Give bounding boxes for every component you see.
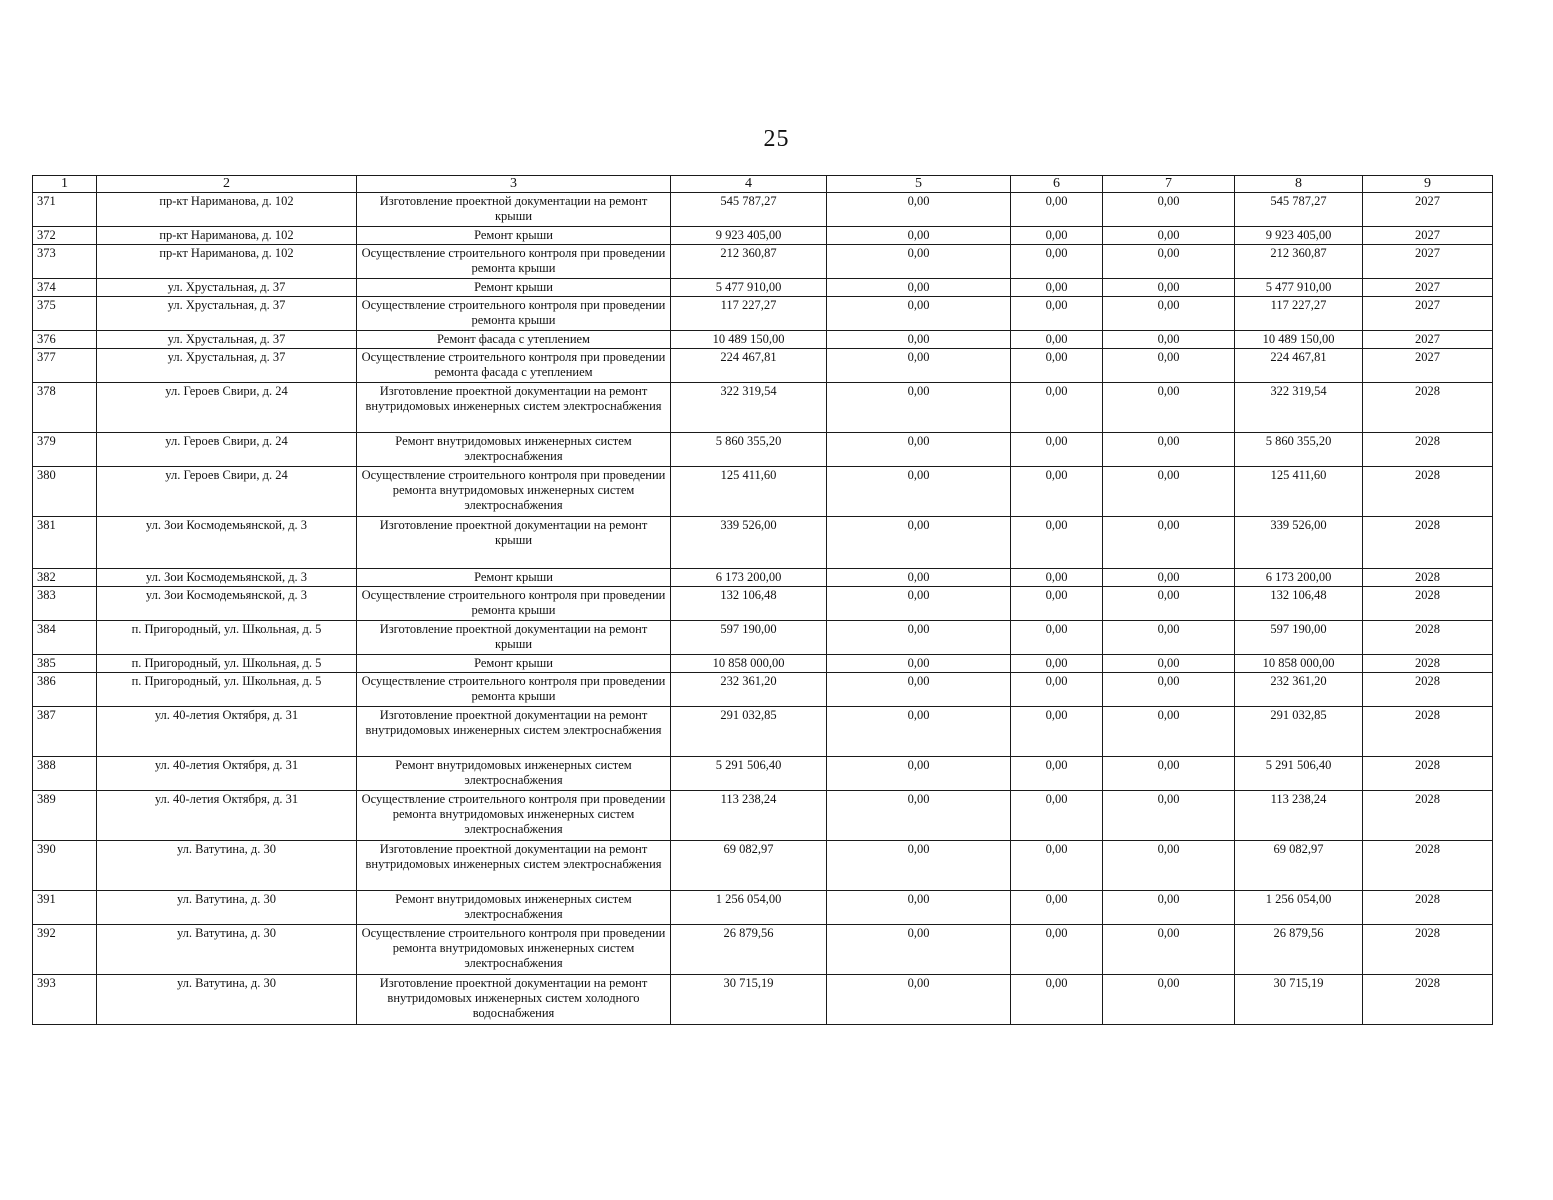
column-7-cell: 0,00 (1103, 569, 1235, 587)
address-cell: ул. Героев Свири, д. 24 (97, 433, 357, 467)
column-7-cell: 0,00 (1103, 517, 1235, 569)
address-cell: ул. Хрустальная, д. 37 (97, 297, 357, 331)
column-6-cell: 0,00 (1011, 193, 1103, 227)
row-number-cell: 391 (33, 891, 97, 925)
address-cell: ул. Ватутина, д. 30 (97, 841, 357, 891)
address-cell: ул. Зои Космодемьянской, д. 3 (97, 517, 357, 569)
address-cell: п. Пригородный, ул. Школьная, д. 5 (97, 655, 357, 673)
address-cell: п. Пригородный, ул. Школьная, д. 5 (97, 621, 357, 655)
row-number-cell: 375 (33, 297, 97, 331)
total-cost-cell: 132 106,48 (671, 587, 827, 621)
address-cell: ул. Ватутина, д. 30 (97, 975, 357, 1025)
column-header: 5 (827, 176, 1011, 193)
column-6-cell: 0,00 (1011, 621, 1103, 655)
column-6-cell: 0,00 (1011, 757, 1103, 791)
row-number-cell: 390 (33, 841, 97, 891)
year-cell: 2028 (1363, 925, 1493, 975)
total-cost-cell: 232 361,20 (671, 673, 827, 707)
total-cost-cell: 322 319,54 (671, 383, 827, 433)
year-cell: 2028 (1363, 655, 1493, 673)
year-cell: 2028 (1363, 517, 1493, 569)
column-5-cell: 0,00 (827, 673, 1011, 707)
table-row (33, 925, 1493, 975)
column-6-cell: 0,00 (1011, 569, 1103, 587)
column-6-cell: 0,00 (1011, 383, 1103, 433)
column-header: 1 (33, 176, 97, 193)
row-number-cell: 393 (33, 975, 97, 1025)
work-type-cell: Осуществление строительного контроля при проведении ремонта крыши (357, 245, 671, 279)
column-8-cell: 6 173 200,00 (1235, 569, 1363, 587)
table-row (33, 193, 1493, 227)
address-cell: ул. Хрустальная, д. 37 (97, 331, 357, 349)
column-6-cell: 0,00 (1011, 587, 1103, 621)
row-number-cell: 374 (33, 279, 97, 297)
column-7-cell: 0,00 (1103, 279, 1235, 297)
year-cell: 2028 (1363, 841, 1493, 891)
table-row (33, 707, 1493, 757)
column-5-cell: 0,00 (827, 383, 1011, 433)
column-7-cell: 0,00 (1103, 227, 1235, 245)
column-7-cell: 0,00 (1103, 891, 1235, 925)
page-number: 25 (763, 126, 790, 152)
work-type-cell: Осуществление строительного контроля при проведении ремонта крыши (357, 297, 671, 331)
year-cell: 2028 (1363, 433, 1493, 467)
row-number-cell: 378 (33, 383, 97, 433)
column-6-cell: 0,00 (1011, 655, 1103, 673)
column-8-cell: 113 238,24 (1235, 791, 1363, 841)
column-8-cell: 26 879,56 (1235, 925, 1363, 975)
column-7-cell: 0,00 (1103, 383, 1235, 433)
column-5-cell: 0,00 (827, 245, 1011, 279)
year-cell: 2028 (1363, 757, 1493, 791)
column-7-cell: 0,00 (1103, 925, 1235, 975)
total-cost-cell: 545 787,27 (671, 193, 827, 227)
column-6-cell: 0,00 (1011, 707, 1103, 757)
total-cost-cell: 1 256 054,00 (671, 891, 827, 925)
total-cost-cell: 26 879,56 (671, 925, 827, 975)
table-row (33, 245, 1493, 279)
year-cell: 2027 (1363, 349, 1493, 383)
column-5-cell: 0,00 (827, 791, 1011, 841)
total-cost-cell: 10 858 000,00 (671, 655, 827, 673)
column-6-cell: 0,00 (1011, 331, 1103, 349)
column-header: 4 (671, 176, 827, 193)
column-5-cell: 0,00 (827, 707, 1011, 757)
column-5-cell: 0,00 (827, 433, 1011, 467)
column-8-cell: 232 361,20 (1235, 673, 1363, 707)
work-type-cell: Осуществление строительного контроля при проведении ремонта фасада с утеплением (357, 349, 671, 383)
column-7-cell: 0,00 (1103, 433, 1235, 467)
work-type-cell: Изготовление проектной документации на ремонт крыши (357, 517, 671, 569)
table-row (33, 757, 1493, 791)
table-row (33, 331, 1493, 349)
column-7-cell: 0,00 (1103, 841, 1235, 891)
address-cell: ул. Хрустальная, д. 37 (97, 349, 357, 383)
column-5-cell: 0,00 (827, 331, 1011, 349)
row-number-cell: 379 (33, 433, 97, 467)
row-number-cell: 385 (33, 655, 97, 673)
column-5-cell: 0,00 (827, 655, 1011, 673)
column-5-cell: 0,00 (827, 517, 1011, 569)
column-6-cell: 0,00 (1011, 467, 1103, 517)
column-7-cell: 0,00 (1103, 757, 1235, 791)
total-cost-cell: 5 477 910,00 (671, 279, 827, 297)
address-cell: ул. Героев Свири, д. 24 (97, 383, 357, 433)
table-row (33, 621, 1493, 655)
work-type-cell: Изготовление проектной документации на ремонт крыши (357, 621, 671, 655)
row-number-cell: 382 (33, 569, 97, 587)
row-number-cell: 383 (33, 587, 97, 621)
column-header: 8 (1235, 176, 1363, 193)
column-7-cell: 0,00 (1103, 587, 1235, 621)
column-5-cell: 0,00 (827, 227, 1011, 245)
column-6-cell: 0,00 (1011, 245, 1103, 279)
column-8-cell: 322 319,54 (1235, 383, 1363, 433)
column-5-cell: 0,00 (827, 925, 1011, 975)
work-type-cell: Ремонт крыши (357, 655, 671, 673)
table-row (33, 433, 1493, 467)
work-type-cell: Осуществление строительного контроля при проведении ремонта крыши (357, 673, 671, 707)
total-cost-cell: 212 360,87 (671, 245, 827, 279)
address-cell: п. Пригородный, ул. Школьная, д. 5 (97, 673, 357, 707)
column-8-cell: 597 190,00 (1235, 621, 1363, 655)
table-row (33, 673, 1493, 707)
work-type-cell: Ремонт крыши (357, 279, 671, 297)
column-6-cell: 0,00 (1011, 433, 1103, 467)
column-header: 2 (97, 176, 357, 193)
total-cost-cell: 291 032,85 (671, 707, 827, 757)
column-6-cell: 0,00 (1011, 297, 1103, 331)
column-6-cell: 0,00 (1011, 349, 1103, 383)
column-7-cell: 0,00 (1103, 707, 1235, 757)
work-type-cell: Осуществление строительного контроля при проведении ремонта внутридомовых инженерных систем электроснабжения (357, 467, 671, 517)
total-cost-cell: 5 291 506,40 (671, 757, 827, 791)
column-7-cell: 0,00 (1103, 655, 1235, 673)
total-cost-cell: 125 411,60 (671, 467, 827, 517)
total-cost-cell: 69 082,97 (671, 841, 827, 891)
work-type-cell: Изготовление проектной документации на ремонт внутридомовых инженерных систем электроснабжения (357, 841, 671, 891)
column-5-cell: 0,00 (827, 297, 1011, 331)
column-8-cell: 10 489 150,00 (1235, 331, 1363, 349)
year-cell: 2028 (1363, 383, 1493, 433)
column-6-cell: 0,00 (1011, 975, 1103, 1025)
column-7-cell: 0,00 (1103, 673, 1235, 707)
year-cell: 2027 (1363, 331, 1493, 349)
table-row (33, 349, 1493, 383)
column-header: 9 (1363, 176, 1493, 193)
column-6-cell: 0,00 (1011, 279, 1103, 297)
address-cell: пр-кт Нариманова, д. 102 (97, 193, 357, 227)
row-number-cell: 381 (33, 517, 97, 569)
work-type-cell: Изготовление проектной документации на ремонт внутридомовых инженерных систем холодного водоснабжения (357, 975, 671, 1025)
work-type-cell: Ремонт фасада с утеплением (357, 331, 671, 349)
column-7-cell: 0,00 (1103, 245, 1235, 279)
table-row (33, 655, 1493, 673)
work-type-cell: Ремонт крыши (357, 569, 671, 587)
work-type-cell: Изготовление проектной документации на ремонт крыши (357, 193, 671, 227)
total-cost-cell: 30 715,19 (671, 975, 827, 1025)
column-header: 3 (357, 176, 671, 193)
column-7-cell: 0,00 (1103, 791, 1235, 841)
column-6-cell: 0,00 (1011, 791, 1103, 841)
table-row (33, 587, 1493, 621)
address-cell: ул. Ватутина, д. 30 (97, 891, 357, 925)
total-cost-cell: 5 860 355,20 (671, 433, 827, 467)
column-6-cell: 0,00 (1011, 227, 1103, 245)
column-8-cell: 132 106,48 (1235, 587, 1363, 621)
column-5-cell: 0,00 (827, 279, 1011, 297)
column-7-cell: 0,00 (1103, 297, 1235, 331)
row-number-cell: 376 (33, 331, 97, 349)
row-number-cell: 377 (33, 349, 97, 383)
column-8-cell: 5 477 910,00 (1235, 279, 1363, 297)
year-cell: 2028 (1363, 587, 1493, 621)
column-5-cell: 0,00 (827, 757, 1011, 791)
total-cost-cell: 339 526,00 (671, 517, 827, 569)
table-row (33, 467, 1493, 517)
repair-schedule-table (32, 175, 1493, 1025)
total-cost-cell: 10 489 150,00 (671, 331, 827, 349)
year-cell: 2028 (1363, 891, 1493, 925)
column-7-cell: 0,00 (1103, 621, 1235, 655)
total-cost-cell: 9 923 405,00 (671, 227, 827, 245)
column-number-header-row (33, 176, 1493, 193)
column-6-cell: 0,00 (1011, 517, 1103, 569)
work-type-cell: Осуществление строительного контроля при проведении ремонта внутридомовых инженерных систем электроснабжения (357, 925, 671, 975)
column-7-cell: 0,00 (1103, 975, 1235, 1025)
work-type-cell: Ремонт внутридомовых инженерных систем электроснабжения (357, 757, 671, 791)
column-5-cell: 0,00 (827, 891, 1011, 925)
column-8-cell: 117 227,27 (1235, 297, 1363, 331)
work-type-cell: Осуществление строительного контроля при проведении ремонта внутридомовых инженерных систем электроснабжения (357, 791, 671, 841)
total-cost-cell: 224 467,81 (671, 349, 827, 383)
year-cell: 2028 (1363, 467, 1493, 517)
table-row (33, 841, 1493, 891)
column-5-cell: 0,00 (827, 621, 1011, 655)
year-cell: 2027 (1363, 297, 1493, 331)
work-type-cell: Ремонт внутридомовых инженерных систем электроснабжения (357, 433, 671, 467)
address-cell: ул. Героев Свири, д. 24 (97, 467, 357, 517)
column-8-cell: 1 256 054,00 (1235, 891, 1363, 925)
column-5-cell: 0,00 (827, 975, 1011, 1025)
year-cell: 2027 (1363, 245, 1493, 279)
column-8-cell: 291 032,85 (1235, 707, 1363, 757)
address-cell: ул. Зои Космодемьянской, д. 3 (97, 587, 357, 621)
column-5-cell: 0,00 (827, 193, 1011, 227)
column-8-cell: 125 411,60 (1235, 467, 1363, 517)
address-cell: ул. Зои Космодемьянской, д. 3 (97, 569, 357, 587)
row-number-cell: 371 (33, 193, 97, 227)
column-5-cell: 0,00 (827, 841, 1011, 891)
row-number-cell: 380 (33, 467, 97, 517)
column-6-cell: 0,00 (1011, 841, 1103, 891)
address-cell: ул. Ватутина, д. 30 (97, 925, 357, 975)
column-8-cell: 69 082,97 (1235, 841, 1363, 891)
table-body (33, 193, 1493, 1025)
total-cost-cell: 597 190,00 (671, 621, 827, 655)
year-cell: 2028 (1363, 569, 1493, 587)
table-row (33, 791, 1493, 841)
column-7-cell: 0,00 (1103, 349, 1235, 383)
column-6-cell: 0,00 (1011, 925, 1103, 975)
year-cell: 2027 (1363, 227, 1493, 245)
address-cell: ул. 40-летия Октября, д. 31 (97, 707, 357, 757)
column-8-cell: 10 858 000,00 (1235, 655, 1363, 673)
table-row (33, 279, 1493, 297)
row-number-cell: 388 (33, 757, 97, 791)
table-row (33, 383, 1493, 433)
year-cell: 2028 (1363, 673, 1493, 707)
row-number-cell: 384 (33, 621, 97, 655)
column-7-cell: 0,00 (1103, 193, 1235, 227)
table-row (33, 569, 1493, 587)
address-cell: пр-кт Нариманова, д. 102 (97, 245, 357, 279)
row-number-cell: 392 (33, 925, 97, 975)
address-cell: ул. 40-летия Октября, д. 31 (97, 757, 357, 791)
column-5-cell: 0,00 (827, 349, 1011, 383)
column-5-cell: 0,00 (827, 467, 1011, 517)
year-cell: 2028 (1363, 707, 1493, 757)
column-6-cell: 0,00 (1011, 891, 1103, 925)
work-type-cell: Ремонт внутридомовых инженерных систем электроснабжения (357, 891, 671, 925)
column-8-cell: 339 526,00 (1235, 517, 1363, 569)
column-5-cell: 0,00 (827, 569, 1011, 587)
total-cost-cell: 117 227,27 (671, 297, 827, 331)
row-number-cell: 387 (33, 707, 97, 757)
table-row (33, 297, 1493, 331)
column-6-cell: 0,00 (1011, 673, 1103, 707)
column-header: 7 (1103, 176, 1235, 193)
column-8-cell: 5 860 355,20 (1235, 433, 1363, 467)
column-8-cell: 545 787,27 (1235, 193, 1363, 227)
total-cost-cell: 113 238,24 (671, 791, 827, 841)
column-5-cell: 0,00 (827, 587, 1011, 621)
column-8-cell: 5 291 506,40 (1235, 757, 1363, 791)
year-cell: 2027 (1363, 279, 1493, 297)
address-cell: пр-кт Нариманова, д. 102 (97, 227, 357, 245)
column-8-cell: 224 467,81 (1235, 349, 1363, 383)
row-number-cell: 389 (33, 791, 97, 841)
column-8-cell: 9 923 405,00 (1235, 227, 1363, 245)
work-type-cell: Осуществление строительного контроля при проведении ремонта крыши (357, 587, 671, 621)
row-number-cell: 372 (33, 227, 97, 245)
year-cell: 2028 (1363, 975, 1493, 1025)
work-type-cell: Ремонт крыши (357, 227, 671, 245)
total-cost-cell: 6 173 200,00 (671, 569, 827, 587)
table-row (33, 975, 1493, 1025)
year-cell: 2028 (1363, 621, 1493, 655)
year-cell: 2027 (1363, 193, 1493, 227)
table-row (33, 227, 1493, 245)
address-cell: ул. Хрустальная, д. 37 (97, 279, 357, 297)
address-cell: ул. 40-летия Октября, д. 31 (97, 791, 357, 841)
column-8-cell: 30 715,19 (1235, 975, 1363, 1025)
column-7-cell: 0,00 (1103, 331, 1235, 349)
work-type-cell: Изготовление проектной документации на ремонт внутридомовых инженерных систем электроснабжения (357, 383, 671, 433)
year-cell: 2028 (1363, 791, 1493, 841)
column-header: 6 (1011, 176, 1103, 193)
work-type-cell: Изготовление проектной документации на ремонт внутридомовых инженерных систем электроснабжения (357, 707, 671, 757)
column-7-cell: 0,00 (1103, 467, 1235, 517)
row-number-cell: 386 (33, 673, 97, 707)
table-row (33, 891, 1493, 925)
column-8-cell: 212 360,87 (1235, 245, 1363, 279)
row-number-cell: 373 (33, 245, 97, 279)
table-row (33, 517, 1493, 569)
